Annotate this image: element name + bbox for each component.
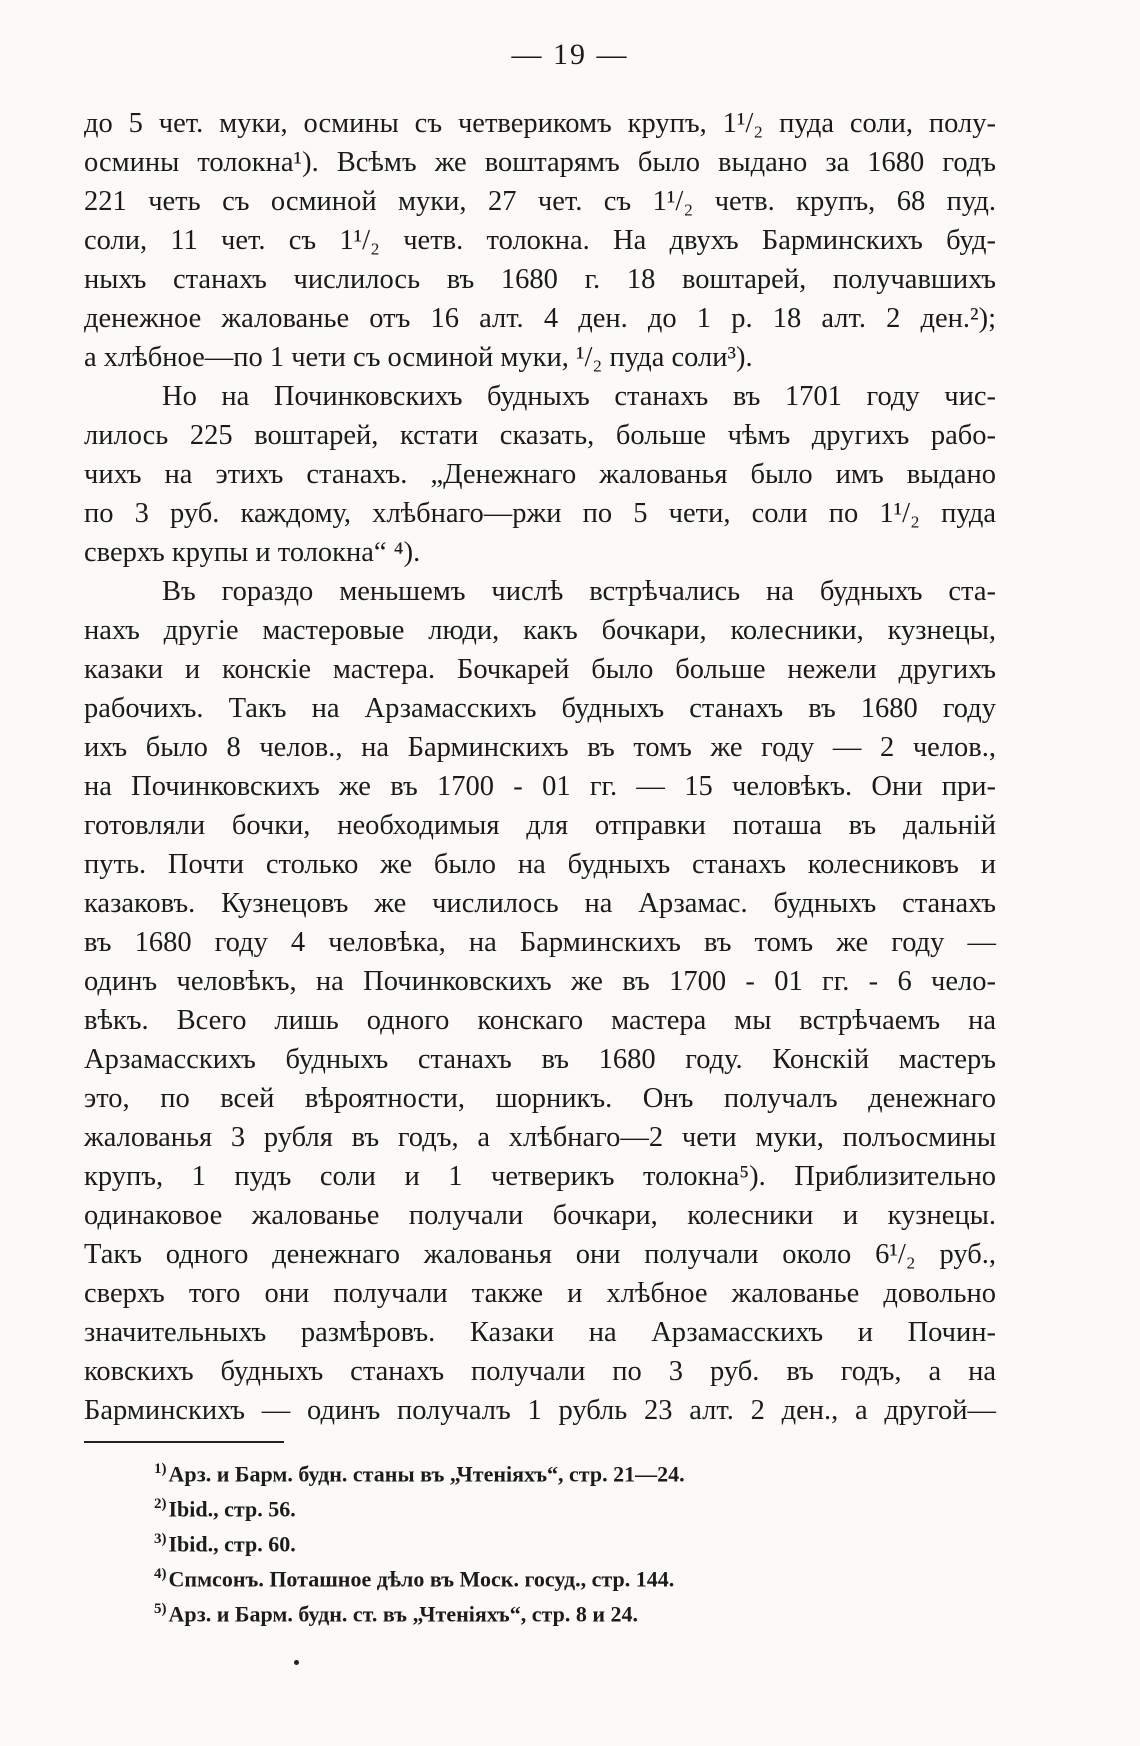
footnotes [154,1452,974,1627]
text-line: ныхъ станахъ числилось въ 1680 г. 18 воштарей, получавшихъ [84,264,996,295]
text-line: вѣкъ. Всего лишь одного конскаго мастера мы встрѣчаемъ на [84,1005,996,1036]
main-text [84,104,996,1430]
footnote-mark: 3) [154,1531,167,1547]
page-number: — 19 — [511,38,629,71]
text-line: соли, 11 чет. съ 1¹/₂ четв. толокна. На двухъ Барминскихъ буд- [84,225,996,256]
text-line: 221 четь съ осминой муки, 27 чет. съ 1¹/₂ четв. крупъ, 68 пуд. [84,186,996,217]
text-line: крупъ, 1 пудъ соли и 1 четверикъ толокна⁵). Приблизительно [84,1161,996,1192]
text-line: лилось 225 воштарей, кстати сказать, больше чѣмъ другихъ рабо- [84,420,996,451]
text-line: сверхъ крупы и толокна“ ⁴). [84,537,421,568]
footnote [154,1557,974,1592]
footnote-mark: 1) [154,1461,167,1477]
footnote-mark: 5) [154,1601,167,1617]
text-line: казаковъ. Кузнецовъ же числилось на Арзамас. будныхъ станахъ [84,888,996,919]
text-line: по 3 руб. каждому, хлѣбнаго—ржи по 5 чети, соли по 1¹/₂ пуда [84,498,996,529]
text-line: осмины толокна¹). Всѣмъ же воштарямъ было выдано за 1680 годъ [84,147,996,178]
text-line: Барминскихъ — одинъ получалъ 1 рубль 23 алт. 2 ден., а другой— [84,1395,996,1426]
footnote [154,1522,974,1557]
text-line: Арзамасскихъ будныхъ станахъ въ 1680 году. Конскій мастеръ [84,1044,996,1075]
footnote-mark: 2) [154,1496,167,1512]
text-line: чихъ на этихъ станахъ. „Денежнаго жалованья было имъ выдано [84,459,996,490]
text-line: рабочихъ. Такъ на Арзамасскихъ будныхъ станахъ въ 1680 году [84,693,996,724]
text-line: казаки и конскіе мастера. Бочкарей было больше нежели другихъ [84,654,996,685]
text-line: на Починковскихъ же въ 1700 - 01 гг. — 15 человѣкъ. Они при- [84,771,996,802]
text-line: Такъ одного денежнаго жалованья они получали около 6¹/₂ руб., [84,1239,996,1270]
text-line: это, по всей вѣроятности, шорникъ. Онъ получалъ денежнаго [84,1083,996,1114]
footnote-text: Ibid., стр. 56. [168,1496,296,1522]
text-line: въ 1680 году 4 человѣка, на Барминскихъ въ томъ же году — [84,927,996,958]
text-line: ковскихъ будныхъ станахъ получали по 3 руб. въ годъ, а на [84,1356,996,1387]
footnote-mark: 4) [154,1566,167,1582]
ink-speck [294,1660,299,1665]
footnote [154,1592,974,1627]
paragraph-start: Въ гораздо меньшемъ числѣ встрѣчались на будныхъ ста- [162,576,996,607]
paragraph-start: Но на Починковскихъ будныхъ станахъ въ 1701 году чис- [162,381,996,412]
text-line: до 5 чет. муки, осмины съ четверикомъ крупъ, 1¹/₂ пуда соли, полу- [84,108,996,139]
footnote-divider [84,1441,284,1443]
text-line: нахъ другіе мастеровые люди, какъ бочкари, колесники, кузнецы, [84,615,996,646]
text-line: жалованья 3 рубля въ годъ, а хлѣбнаго—2 чети муки, полъосмины [84,1122,996,1153]
text-line: одинъ человѣкъ, на Починковскихъ же въ 1700 - 01 гг. - 6 чело- [84,966,996,997]
footnote [154,1452,974,1487]
text-line: ихъ было 8 челов., на Барминскихъ въ томъ же году — 2 челов., [84,732,996,763]
footnote [154,1487,974,1522]
footnote-text: Ibid., стр. 60. [168,1531,296,1557]
footnote-text: Арз. и Барм. будн. ст. въ „Чтеніяхъ“, стр. 8 и 24. [168,1601,639,1627]
text-line: значительныхъ размѣровъ. Казаки на Арзамасскихъ и Почин- [84,1317,996,1348]
footnote-text: Арз. и Барм. будн. станы въ „Чтеніяхъ“, стр. 21—24. [168,1461,685,1487]
text-line: путь. Почти столько же было на будныхъ станахъ колесниковъ и [84,849,996,880]
text-line: готовляли бочки, необходимыя для отправки поташа въ дальній [84,810,996,841]
footnote-text: Спмсонъ. Поташное дѣло въ Моск. госуд., стр. 144. [168,1566,675,1592]
text-line: одинаковое жалованье получали бочкари, колесники и кузнецы. [84,1200,996,1231]
text-line: сверхъ того они получали также и хлѣбное жалованье довольно [84,1278,996,1309]
text-line: а хлѣбное—по 1 чети съ осминой муки, ¹/₂ пуда соли³). [84,342,753,373]
text-line: денежное жалованье отъ 16 алт. 4 ден. до 1 р. 18 алт. 2 ден.²); [84,303,996,334]
